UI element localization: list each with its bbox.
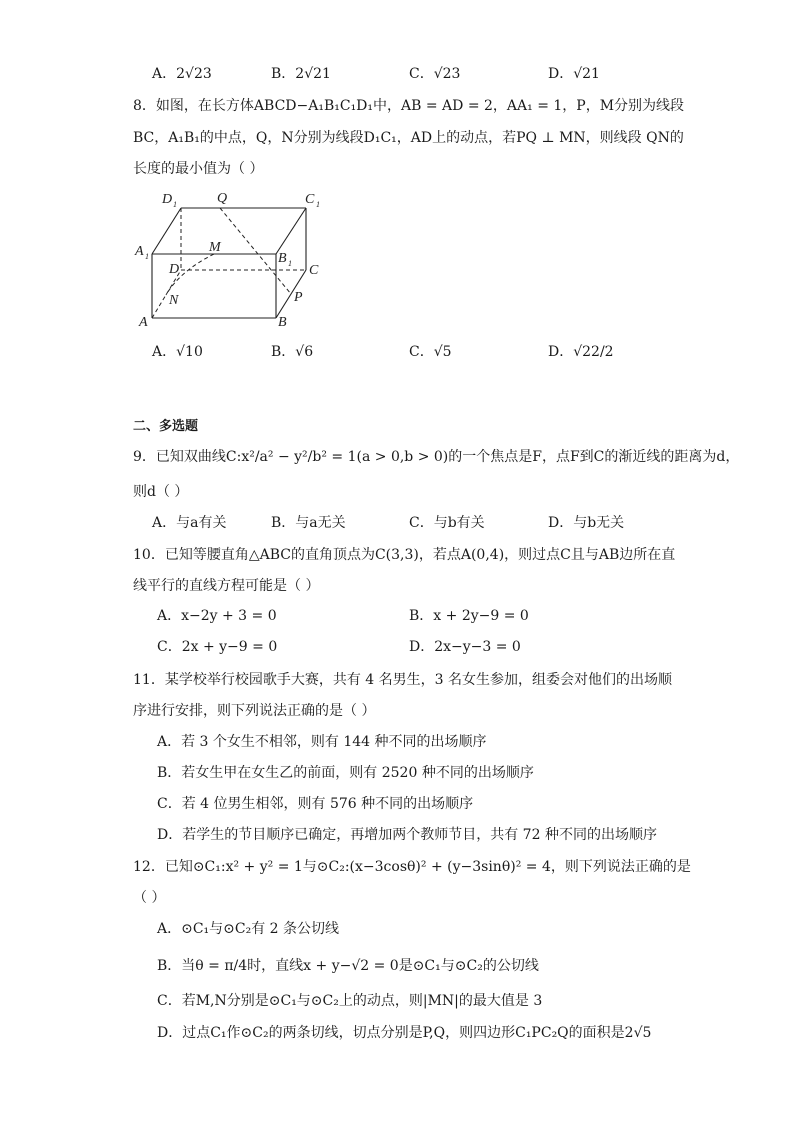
q11-option-b: B．若女生甲在女生乙的前面，则有 2520 种不同的出场顺序 xyxy=(157,765,534,781)
q10-option-a: A．x−2y + 3 = 0 xyxy=(157,608,277,624)
label-a: A xyxy=(139,315,148,330)
q11-text-line2: 序进行安排，则下列说法正确的是（ ） xyxy=(133,703,376,719)
q7-option-a: A．2√23 xyxy=(152,66,212,82)
q10-option-d: D．2x−y−3 = 0 xyxy=(409,639,521,655)
q9-text-line2: 则d（ ） xyxy=(133,484,189,500)
label-b1: B xyxy=(278,251,287,266)
label-a1: A xyxy=(135,244,144,259)
label-d1: D xyxy=(162,192,173,207)
q11-option-c: C．若 4 位男生相邻，则有 576 种不同的出场顺序 xyxy=(157,796,474,812)
cuboid-figure xyxy=(130,183,330,335)
label-d: D xyxy=(169,262,180,277)
q7-option-c: C．√23 xyxy=(409,66,461,82)
label-m: M xyxy=(209,240,221,255)
q11-option-d: D．若学生的节目顺序已确定，再增加两个教师节目，共有 72 种不同的出场顺序 xyxy=(157,827,657,843)
q9-option-b: B．与a无关 xyxy=(271,515,346,531)
label-c1: C xyxy=(305,192,315,207)
q8-option-d: D．√22/2 xyxy=(548,344,614,360)
q9-text-line1: 9．已知双曲线C:x²/a² − y²/b² = 1(a > 0,b > 0)的一个焦点是F，点F到C的渐近线的距离为d， xyxy=(133,449,740,465)
q8-text-line1: 8．如图，在长方体ABCD−A₁B₁C₁D₁中，AB = AD = 2，AA₁ = 1，P，M分别为线段 xyxy=(133,98,685,114)
q9-option-c: C．与b有关 xyxy=(409,515,485,531)
q10-text-line2: 线平行的直线方程可能是（ ） xyxy=(133,578,320,594)
q12-option-b: B．当θ = π/4时，直线x + y−√2 = 0是⊙C₁与⊙C₂的公切线 xyxy=(157,958,539,974)
q12-option-d: D．过点C₁作⊙C₂的两条切线，切点分别是P,Q，则四边形C₁PC₂Q的面积是2√5 xyxy=(157,1025,652,1041)
q12-text-line1: 12．已知⊙C₁:x² + y² = 1与⊙C₂:(x−3cosθ)² + (y−3sinθ)² = 4，则下列说法正确的是 xyxy=(133,859,691,875)
label-d1-sub: 1 xyxy=(173,200,177,209)
label-c1-sub: 1 xyxy=(316,200,320,209)
q9-option-d: D．与b无关 xyxy=(548,515,625,531)
q7-option-b: B．2√21 xyxy=(271,66,331,82)
q10-text-line1: 10．已知等腰直角△ABC的直角顶点为C(3,3)，若点A(0,4)，则过点C且与AB边所在直 xyxy=(133,547,676,563)
q8-text-line3: 长度的最小值为（ ） xyxy=(133,161,264,177)
q10-option-b: B．x + 2y−9 = 0 xyxy=(409,608,529,624)
edge-a1-d1 xyxy=(152,208,181,254)
q8-option-a: A．√10 xyxy=(152,344,203,360)
q8-text-line2: BC，A₁B₁的中点，Q，N分别为线段D₁C₁，AD上的动点，若PQ ⊥ MN，则线段 QN的 xyxy=(133,130,684,146)
section-title-multi-choice: 二、多选题 xyxy=(133,419,199,434)
label-b1-sub: 1 xyxy=(288,259,292,268)
q12-option-c: C．若M,N分别是⊙C₁与⊙C₂上的动点，则|MN|的最大值是 3 xyxy=(157,993,543,1009)
label-q: Q xyxy=(217,191,228,206)
q9-option-a: A．与a有关 xyxy=(152,515,227,531)
q8-option-b: B．√6 xyxy=(271,344,314,360)
q8-option-c: C．√5 xyxy=(409,344,452,360)
q12-text-line2: （ ） xyxy=(133,890,166,906)
q11-text-line1: 11．某学校举行校园歌手大赛，共有 4 名男生，3 名女生参加，组委会对他们的出场顺 xyxy=(133,672,672,688)
q10-option-c: C．2x + y−9 = 0 xyxy=(157,639,278,655)
q11-option-a: A．若 3 个女生不相邻，则有 144 种不同的出场顺序 xyxy=(157,734,487,750)
label-a1-sub: 1 xyxy=(145,252,149,261)
label-c: C xyxy=(309,263,319,278)
label-n: N xyxy=(169,293,179,308)
edge-b1-c1 xyxy=(276,208,306,254)
q7-option-d: D．√21 xyxy=(548,66,600,82)
label-b: B xyxy=(278,315,287,330)
q12-option-a: A．⊙C₁与⊙C₂有 2 条公切线 xyxy=(157,921,340,937)
label-p: P xyxy=(294,290,303,305)
